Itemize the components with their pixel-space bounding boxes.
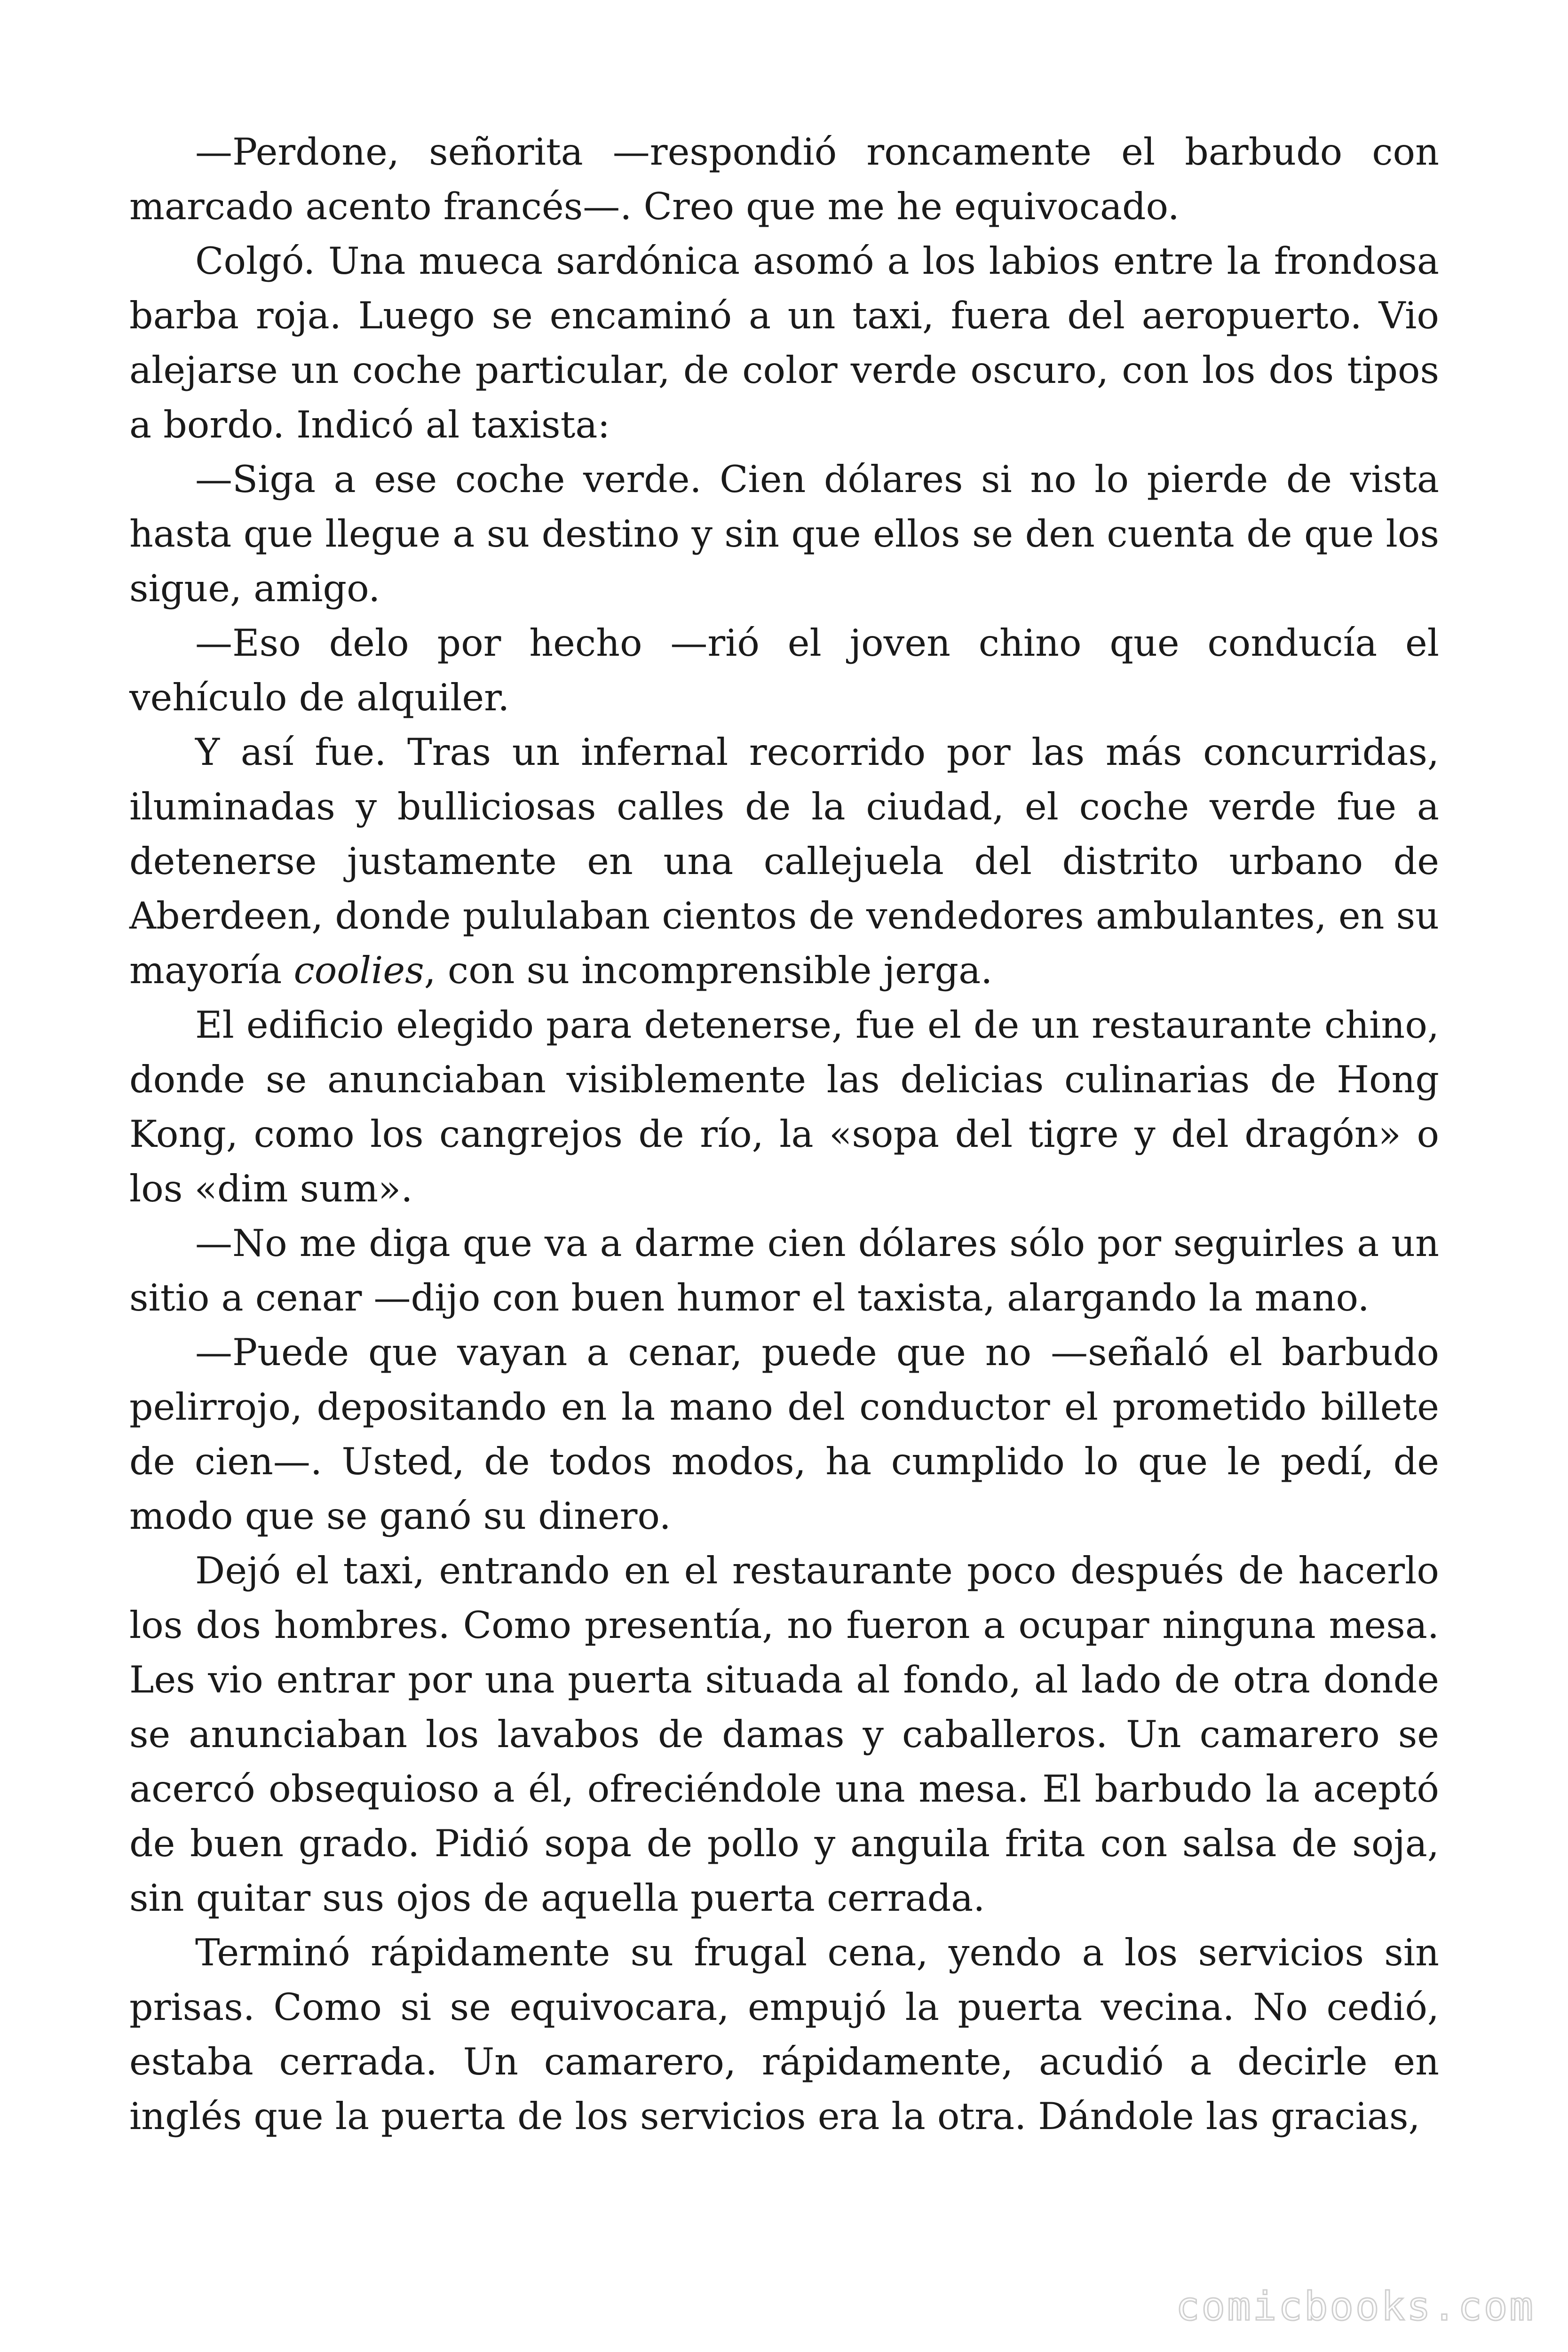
paragraph-9: Dejó el taxi, entrando en el restaurante poco después de hacerlo los dos hombres. Como presentía, no fueron a ocupar ninguna mesa. Les vio entrar por una puerta situada al fondo, al lado de otra donde se anunciaban los lavabos de damas y caballeros. Un camarero se acercó obsequioso a él, ofreciéndole una mesa. El barbudo la aceptó de buen grado. Pidió sopa de pollo y anguila frita con salsa de soja, sin quitar sus ojos de aquella puerta cerrada. [129, 1549, 1439, 1920]
paragraph-7: —No me diga que va a darme cien dólares sólo por seguirles a un sitio a cenar —dijo con buen humor el taxista, alargando la mano. [129, 1222, 1439, 1319]
paragraph-5-text-after: , con su incomprensible jerga. [424, 949, 993, 992]
paragraph-1: —Perdone, señorita —respondió roncamente el barbudo con marcado acento francés—. Creo que me he equivocado. [129, 130, 1439, 228]
paragraph-2: Colgó. Una mueca sardónica asomó a los labios entre la frondosa barba roja. Luego se encaminó a un taxi, fuera del aeropuerto. Vio alejarse un coche particular, de color verde oscuro, con los dos tipos a bordo. Indicó al taxista: [129, 239, 1439, 446]
page-body [129, 125, 1439, 2144]
paragraph-6: El edificio elegido para detenerse, fue el de un restaurante chino, donde se anunciaban visiblemente las delicias culinarias de Hong Kong, como los cangrejos de río, la «sopa del tigre y del dragón» o los «dim sum». [129, 1003, 1439, 1210]
paragraph-5 [129, 725, 1439, 998]
paragraph-5-text-before: Y así fue. Tras un infernal recorrido por las más concurridas, iluminadas y bulliciosas calles de la ciudad, el coche verde fue a detenerse justamente en una callejuela del distrito urbano de Aberdeen, donde pululaban cientos de vendedores ambulantes, en su mayoría [129, 731, 1439, 992]
paragraph-10: Terminó rápidamente su frugal cena, yendo a los servicios sin prisas. Como si se equivocara, empujó la puerta vecina. No cedió, estaba cerrada. Un camarero, rápidamente, acudió a decirle en inglés que la puerta de los servicios era la otra. Dándole las gracias, [129, 1931, 1439, 2138]
paragraph-8: —Puede que vayan a cenar, puede que no —señaló el barbudo pelirrojo, depositando en la mano del conductor el prometido billete de cien—. Usted, de todos modos, ha cumplido lo que le pedí, de modo que se ganó su dinero. [129, 1331, 1439, 1538]
watermark: comicbooks.com [1175, 2283, 1535, 2329]
paragraph-3: —Siga a ese coche verde. Cien dólares si no lo pierde de vista hasta que llegue a su destino y sin que ellos se den cuenta de que los sigue, amigo. [129, 458, 1439, 610]
paragraph-4: —Eso delo por hecho —rió el joven chino que conducía el vehículo de alquiler. [129, 621, 1439, 719]
paragraph-5-italic-word: coolies [293, 949, 424, 992]
